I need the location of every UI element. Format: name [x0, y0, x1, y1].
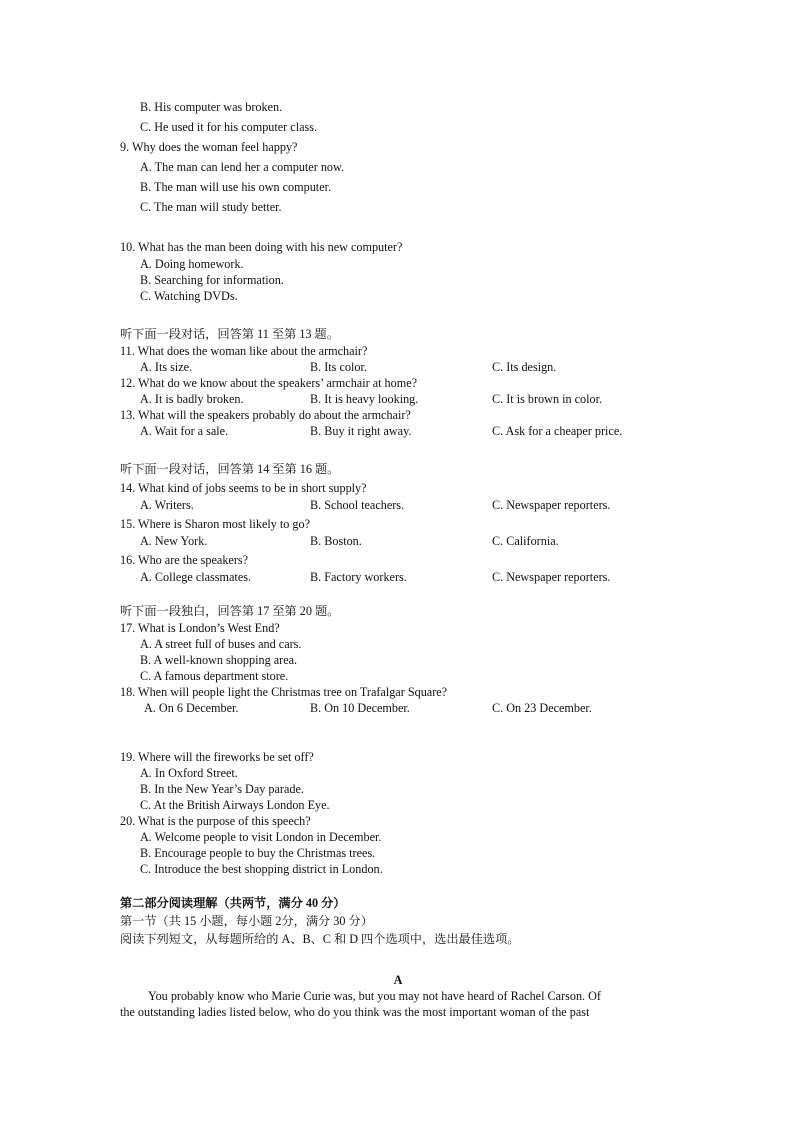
q19-option-c: C. At the British Airways London Eye.: [140, 798, 330, 812]
part2-instruction: 阅读下列短文，从每题所给的 A、B、C 和 D 四个选项中，选出最佳选项。: [120, 932, 520, 946]
q11-option-c: C. Its design.: [492, 360, 557, 374]
q8-option-b: B. His computer was broken.: [140, 100, 283, 114]
q20-option-c: C. Introduce the best shopping district in London.: [140, 862, 383, 876]
q17-option-c: C. A famous department store.: [140, 669, 289, 683]
q8-option-c: C. He used it for his computer class.: [140, 120, 318, 134]
q20-stem: 20. What is the purpose of this speech?: [120, 814, 311, 828]
q16-option-a: A. College classmates.: [140, 570, 252, 584]
q14-option-b: B. School teachers.: [310, 498, 405, 512]
q11-stem: 11. What does the woman like about the armchair?: [120, 344, 368, 358]
q16-option-b: B. Factory workers.: [310, 570, 407, 584]
q12-option-c: C. It is brown in color.: [492, 392, 603, 406]
passage-line-1: You probably know who Marie Curie was, but you may not have heard of Rachel Carson. Of: [148, 989, 601, 1003]
q12-option-b: B. It is heavy looking.: [310, 392, 419, 406]
part2-section1: 第一节（共 15 小题，每小题 2分，满分 30 分）: [120, 914, 373, 928]
q9-option-b: B. The man will use his own computer.: [140, 180, 332, 194]
q16-option-c: C. Newspaper reporters.: [492, 570, 611, 584]
q20-option-a: A. Welcome people to visit London in December.: [140, 830, 382, 844]
q20-option-b: B. Encourage people to buy the Christmas trees.: [140, 846, 376, 860]
q17-stem: 17. What is London’s West End?: [120, 621, 280, 635]
passage-label: A: [393, 973, 403, 987]
q10-stem: 10. What has the man been doing with his new computer?: [120, 240, 403, 254]
q17-option-b: B. A well-known shopping area.: [140, 653, 298, 667]
q12-option-a: A. It is badly broken.: [140, 392, 244, 406]
q15-option-b: B. Boston.: [310, 534, 362, 548]
q14-option-a: A. Writers.: [140, 498, 194, 512]
q18-option-b: B. On 10 December.: [310, 701, 410, 715]
q12-stem: 12. What do we know about the speakers’ armchair at home?: [120, 376, 418, 390]
q13-option-a: A. Wait for a sale.: [140, 424, 229, 438]
part2-heading: 第二部分阅读理解（共两节，满分 40 分）: [120, 896, 346, 910]
q13-option-b: B. Buy it right away.: [310, 424, 412, 438]
q9-option-a: A. The man can lend her a computer now.: [140, 160, 345, 174]
passage-line-2: the outstanding ladies listed below, who do you think was the most important woman of the past: [120, 1005, 590, 1019]
q11-option-a: A. Its size.: [140, 360, 193, 374]
q19-option-a: A. In Oxford Street.: [140, 766, 238, 780]
q19-stem: 19. Where will the fireworks be set off?: [120, 750, 314, 764]
q10-option-b: B. Searching for information.: [140, 273, 284, 287]
q19-option-b: B. In the New Year’s Day parade.: [140, 782, 304, 796]
q18-stem: 18. When will people light the Christmas tree on Trafalgar Square?: [120, 685, 448, 699]
q15-option-c: C. California.: [492, 534, 559, 548]
q11-option-b: B. Its color.: [310, 360, 367, 374]
q15-option-a: A. New York.: [140, 534, 208, 548]
q13-option-c: C. Ask for a cheaper price.: [492, 424, 623, 438]
q10-option-a: A. Doing homework.: [140, 257, 244, 271]
q17-option-a: A. A street full of buses and cars.: [140, 637, 302, 651]
q13-stem: 13. What will the speakers probably do about the armchair?: [120, 408, 411, 422]
q18-option-c: C. On 23 December.: [492, 701, 592, 715]
q10-option-c: C. Watching DVDs.: [140, 289, 238, 303]
section-11-instruction: 听下面一段对话，回答第 11 至第 13 题。: [120, 327, 339, 341]
section-14-instruction: 听下面一段对话，回答第 14 至第 16 题。: [120, 462, 340, 476]
q14-option-c: C. Newspaper reporters.: [492, 498, 611, 512]
q16-stem: 16. Who are the speakers?: [120, 553, 249, 567]
q9-option-c: C. The man will study better.: [140, 200, 282, 214]
q14-stem: 14. What kind of jobs seems to be in short supply?: [120, 481, 367, 495]
q9-stem: 9. Why does the woman feel happy?: [120, 140, 298, 154]
q18-option-a: A. On 6 December.: [144, 701, 239, 715]
q15-stem: 15. Where is Sharon most likely to go?: [120, 517, 311, 531]
section-17-instruction: 听下面一段独白，回答第 17 至第 20 题。: [120, 604, 340, 618]
